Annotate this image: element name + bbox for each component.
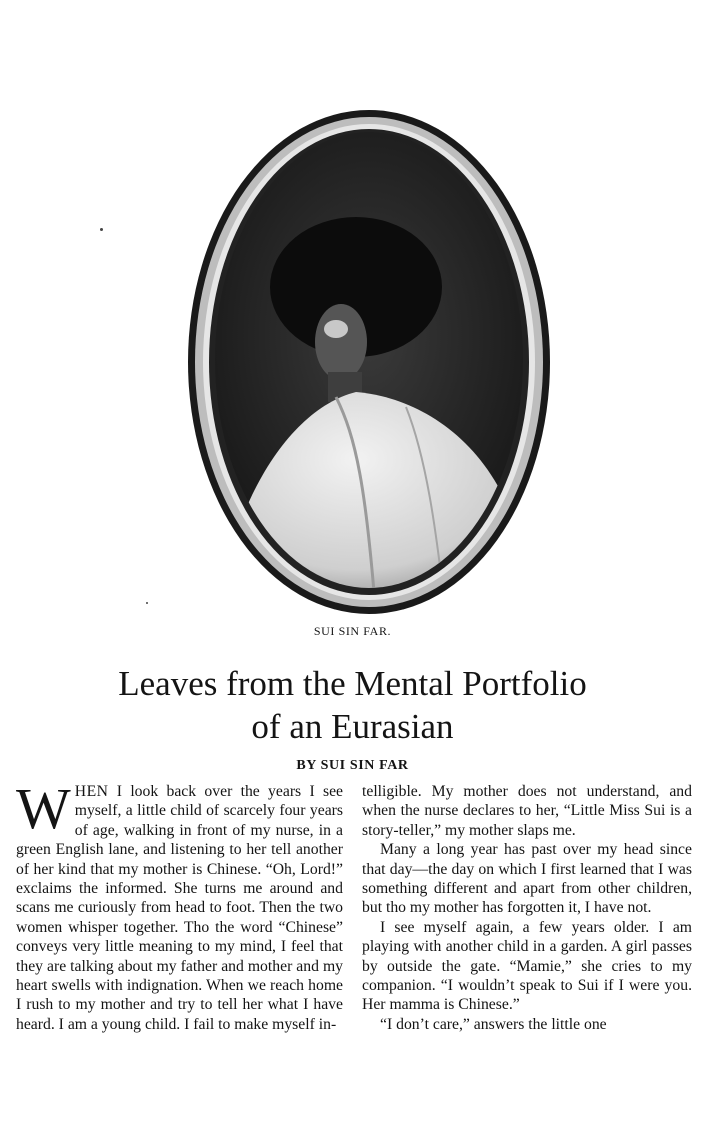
lead-caps: HEN [74,783,109,800]
paragraph: telligible. My mother does not understand, and when the nurse declares to her, “Little Miss Sui is a story-teller,” my mother slaps me. [362,783,692,839]
paragraph [16,776,343,1034]
stray-dot-1 [100,228,103,231]
byline: BY SUI SIN FAR [296,758,409,773]
column-right [362,782,692,1034]
title-line-1: Leaves from the Mental Portfolio [118,664,587,703]
paragraph: I see myself again, a few years older. I am playing with another child in a garden. A girl passes by outside the gate. “Mamie,” she cries to my companion. “I wouldn’t speak to Sui if I were you. Her mamma is Chinese.” [362,918,692,1014]
portrait-photo [186,107,552,617]
drop-cap: W [16,776,71,841]
column-left [16,776,343,1034]
paragraph: Many a long year has past over my head since that day—the day on which I first learned that I was something different and apart from other children, but tho my mother has forgotten it, I have not. [362,841,692,917]
paragraph-text: I look back over the years I see myself, a little child of scarcely four years of age, walking in front of my nurse, in a green English lane, and listening to her tell another of her kind that my mother is Chinese. “Oh, Lord!” exclaims the informed. She turns me around and scans me curiously from head to foot. Then the two women whisper together. Tho the word “Chinese” conveys very little meaning to my mind, I feel that they are talking about my father and mother and my heart swells with indignation. When we reach home I rush to my mother and try to tell her what I have heard. I am a young child. I fail to make myself in- [16,783,343,1033]
photo-caption: SUI SIN FAR. [313,624,392,638]
paragraph: “I don’t care,” answers the little one [380,1015,607,1033]
stray-dot-2 [146,602,148,604]
article-title [0,662,705,748]
title-line-2: of an Eurasian [251,707,454,746]
